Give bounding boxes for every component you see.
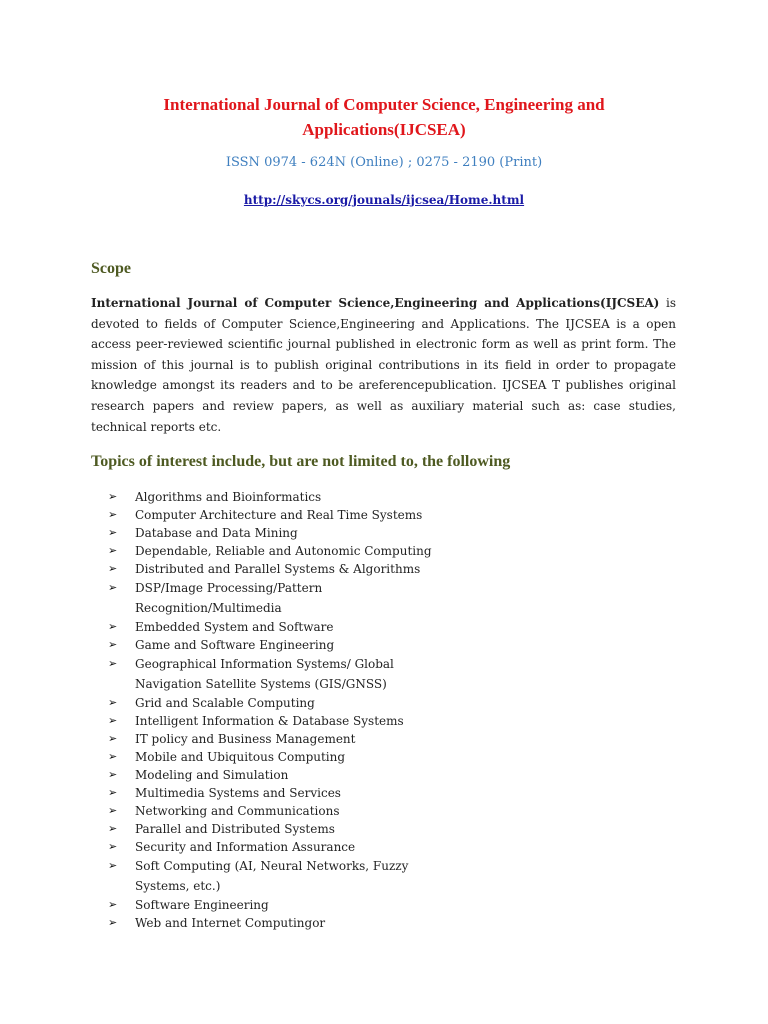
list-item bbox=[108, 856, 448, 896]
arrowhead-bullet-icon: ➢ bbox=[108, 768, 118, 781]
list-item bbox=[108, 838, 448, 856]
list-item bbox=[108, 712, 448, 730]
journal-title: International Journal of Computer Science, Engineering and Applications(IJCSEA) bbox=[163, 95, 605, 139]
arrowhead-bullet-icon: ➢ bbox=[108, 822, 118, 835]
issn-line: ISSN 0974 - 624N (Online) ; 0275 - 2190 (Print) bbox=[225, 155, 543, 170]
list-item-label: DSP/Image Processing/Pattern Recognition/Multimedia bbox=[135, 581, 323, 615]
arrowhead-bullet-icon: ➢ bbox=[108, 581, 118, 594]
list-item bbox=[108, 784, 448, 802]
list-item-label: Mobile and Ubiquitous Computing bbox=[135, 750, 346, 764]
arrowhead-bullet-icon: ➢ bbox=[108, 620, 118, 633]
list-item bbox=[108, 506, 448, 524]
arrowhead-bullet-icon: ➢ bbox=[108, 732, 118, 745]
list-item bbox=[108, 578, 448, 618]
list-item-label: Intelligent Information & Database Systems bbox=[135, 714, 404, 728]
topics-heading: Topics of interest include, but are not limited to, the following bbox=[91, 453, 511, 470]
list-item-label: Multimedia Systems and Services bbox=[135, 786, 341, 800]
list-item bbox=[108, 560, 448, 578]
topics-list bbox=[108, 488, 448, 932]
list-item bbox=[108, 820, 448, 838]
list-item-label: IT policy and Business Management bbox=[135, 732, 356, 746]
arrowhead-bullet-icon: ➢ bbox=[108, 657, 118, 670]
arrowhead-bullet-icon: ➢ bbox=[108, 638, 118, 651]
list-item-label: Soft Computing (AI, Neural Networks, Fuzzy Systems, etc.) bbox=[135, 859, 409, 893]
arrowhead-bullet-icon: ➢ bbox=[108, 508, 118, 521]
arrowhead-bullet-icon: ➢ bbox=[108, 696, 118, 709]
list-item-label: Computer Architecture and Real Time Systems bbox=[135, 508, 423, 522]
scope-paragraph bbox=[91, 293, 676, 437]
list-item-label: Grid and Scalable Computing bbox=[135, 696, 315, 710]
arrowhead-bullet-icon: ➢ bbox=[108, 714, 118, 727]
list-item-label: Software Engineering bbox=[135, 898, 269, 912]
arrowhead-bullet-icon: ➢ bbox=[108, 750, 118, 763]
list-item-label: Web and Internet Computingor bbox=[135, 916, 326, 930]
list-item-label: Game and Software Engineering bbox=[135, 638, 335, 652]
list-item-label: Algorithms and Bioinformatics bbox=[135, 490, 322, 504]
list-item bbox=[108, 896, 448, 914]
list-item bbox=[108, 694, 448, 712]
list-item-label: Database and Data Mining bbox=[135, 526, 298, 540]
list-item bbox=[108, 914, 448, 932]
arrowhead-bullet-icon: ➢ bbox=[108, 786, 118, 799]
journal-home-link[interactable]: http://skycs.org/jounals/ijcsea/Home.html bbox=[243, 193, 525, 207]
list-item bbox=[108, 766, 448, 784]
journal-url-line bbox=[0, 191, 768, 209]
list-item bbox=[108, 618, 448, 636]
arrowhead-bullet-icon: ➢ bbox=[108, 840, 118, 853]
list-item bbox=[108, 654, 448, 694]
arrowhead-bullet-icon: ➢ bbox=[108, 490, 118, 503]
arrowhead-bullet-icon: ➢ bbox=[108, 859, 118, 872]
arrowhead-bullet-icon: ➢ bbox=[108, 526, 118, 539]
list-item-label: Parallel and Distributed Systems bbox=[135, 822, 335, 836]
list-item bbox=[108, 524, 448, 542]
scope-text: is devoted to fields of Computer Science,Engineering and Applications. The IJCSEA is a open access peer-reviewed scientific journal published in electronic form as well as print form. The mission of this journal is to publish original contributions in its field in order to propagate knowledge amongst its readers and to be areferencepublication. IJCSEA T publishes original research papers and review papers, as well as auxiliary material such as: case studies, technical reports etc. bbox=[91, 296, 677, 434]
scope-heading: Scope bbox=[91, 260, 131, 277]
list-item bbox=[108, 730, 448, 748]
list-item bbox=[108, 542, 448, 560]
list-item bbox=[108, 636, 448, 654]
list-item-label: Networking and Communications bbox=[135, 804, 340, 818]
list-item-label: Geographical Information Systems/ Global Navigation Satellite Systems (GIS/GNSS) bbox=[135, 657, 394, 691]
list-item-label: Dependable, Reliable and Autonomic Computing bbox=[135, 544, 432, 558]
list-item-label: Distributed and Parallel Systems & Algorithms bbox=[135, 562, 421, 576]
arrowhead-bullet-icon: ➢ bbox=[108, 898, 118, 911]
list-item-label: Modeling and Simulation bbox=[135, 768, 289, 782]
arrowhead-bullet-icon: ➢ bbox=[108, 916, 118, 929]
scope-journal-name: International Journal of Computer Science,Engineering and Applications(IJCSEA) bbox=[91, 296, 660, 310]
list-item-label: Security and Information Assurance bbox=[135, 840, 356, 854]
arrowhead-bullet-icon: ➢ bbox=[108, 804, 118, 817]
arrowhead-bullet-icon: ➢ bbox=[108, 544, 118, 557]
arrowhead-bullet-icon: ➢ bbox=[108, 562, 118, 575]
list-item bbox=[108, 488, 448, 506]
list-item bbox=[108, 802, 448, 820]
list-item-label: Embedded System and Software bbox=[135, 620, 334, 634]
list-item bbox=[108, 748, 448, 766]
